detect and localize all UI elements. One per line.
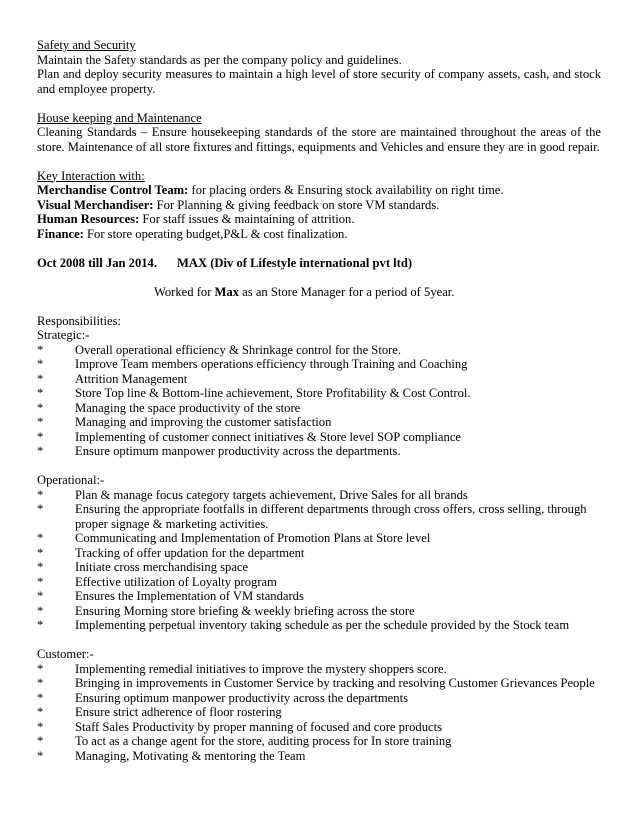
list-item-text: Ensure strict adherence of floor rostering (75, 705, 282, 719)
list-item (37, 357, 601, 372)
bullet-mark: * (37, 603, 44, 618)
job-summary (37, 285, 601, 300)
interaction-item (37, 212, 601, 227)
list-item (37, 618, 601, 633)
bullet-mark: * (37, 444, 44, 458)
job-summary-pre: Worked for (154, 284, 215, 299)
bullet-mark: * (37, 690, 44, 705)
list-item-text: Overall operational efficiency & Shrinkage control for the Store. (75, 342, 402, 357)
list-item (37, 604, 601, 619)
interaction-item (37, 227, 601, 242)
bullet-mark: * (37, 618, 44, 632)
bullet-mark: * (37, 415, 44, 429)
list-item (37, 444, 601, 459)
list-item-text: Ensures the Implementation of VM standards (75, 589, 304, 603)
bullet-mark: * (37, 531, 44, 545)
bullet-mark: * (37, 386, 44, 400)
interaction-heading: Key Interaction with: (37, 168, 145, 183)
interaction-text: For Planning & giving feedback on store VM standards. (153, 197, 440, 212)
safety-line-2: Plan and deploy security measures to maintain a high level of store security of company assets, cash, and stock and employee property. (37, 67, 601, 96)
interaction-label: Finance: (37, 226, 84, 241)
list-item (37, 386, 601, 401)
list-item (37, 430, 601, 445)
interaction-item (37, 183, 601, 198)
interaction-item (37, 198, 601, 213)
interaction-label: Merchandise Control Team: (37, 183, 189, 197)
strategic-list (37, 343, 601, 459)
job-summary-brand: Max (214, 284, 240, 299)
bullet-mark: * (37, 676, 44, 690)
list-item-text: Tracking of offer updation for the department (75, 545, 305, 560)
safety-line-1: Maintain the Safety standards as per the company policy and guidelines. (37, 52, 402, 67)
list-item-text: Improve Team members operations efficiency through Training and Coaching (75, 357, 468, 371)
list-item (37, 676, 601, 691)
bullet-mark: * (37, 748, 44, 763)
list-item-text: Implementing of customer connect initiatives & Store level SOP compliance (75, 429, 461, 444)
bullet-mark: * (37, 357, 44, 371)
list-item-text: Attrition Management (75, 371, 188, 386)
customer-list (37, 662, 601, 764)
interaction-label: Visual Merchandiser: (37, 197, 154, 212)
list-item-text: Staff Sales Productivity by proper manning of focused and core products (75, 719, 443, 734)
list-item (37, 546, 601, 561)
list-item-text: Communicating and Implementation of Promotion Plans at Store level (75, 531, 431, 545)
list-item (37, 662, 601, 677)
job-company: MAX (Div of Lifestyle international pvt ltd) (177, 255, 413, 270)
interaction-label: Human Resources: (37, 212, 140, 226)
list-item-text: Bringing in improvements in Customer Service by tracking and resolving Customer Grievances People (75, 676, 595, 690)
operational-heading: Operational:- (37, 473, 105, 487)
customer-heading: Customer:- (37, 647, 94, 661)
bullet-mark: * (37, 487, 44, 502)
safety-heading: Safety and Security (37, 38, 136, 52)
list-item-text: Implementing remedial initiatives to improve the mystery shoppers score. (75, 661, 447, 676)
bullet-mark: * (37, 502, 44, 516)
list-item (37, 734, 601, 749)
list-item-text: Plan & manage focus category targets achievement, Drive Sales for all brands (75, 487, 468, 502)
list-item (37, 372, 601, 387)
list-item-text: Initiate cross merchandising space (75, 560, 249, 574)
operational-list (37, 488, 601, 633)
bullet-mark: * (37, 371, 44, 386)
list-item-text: Implementing perpetual inventory taking schedule as per the schedule provided by the Stock team (75, 618, 570, 632)
bullet-mark: * (37, 429, 44, 444)
list-item (37, 502, 601, 531)
list-item-text: Effective utilization of Loyalty program (75, 574, 277, 589)
list-item-text: Ensuring the appropriate footfalls in different departments through cross offers, cross selling, through proper signage & marketing activities. (75, 502, 587, 531)
job-dates: Oct 2008 till Jan 2014. (37, 255, 157, 270)
list-item (37, 575, 601, 590)
interaction-text: for placing orders & Ensuring stock availability on right time. (188, 183, 504, 197)
list-item-text: Store Top line & Bottom-line achievement, Store Profitability & Cost Control. (75, 386, 471, 400)
list-item (37, 560, 601, 575)
list-item (37, 531, 601, 546)
list-item-text: To act as a change agent for the store, auditing process for In store training (75, 734, 452, 748)
job-summary-post: as an Store Manager for a period of 5year. (239, 284, 455, 299)
housekeeping-heading: House keeping and Maintenance (37, 110, 202, 125)
bullet-mark: * (37, 342, 44, 357)
list-item (37, 705, 601, 720)
list-item (37, 401, 601, 416)
interaction-text: For store operating budget,P&L & cost finalization. (83, 226, 348, 241)
list-item-text: Managing and improving the customer satisfaction (75, 415, 332, 429)
list-item (37, 589, 601, 604)
list-item (37, 415, 601, 430)
list-item (37, 691, 601, 706)
list-item-text: Managing the space productivity of the store (75, 400, 301, 415)
interaction-text: For staff issues & maintaining of attrition. (139, 212, 355, 226)
job-title-line (37, 256, 601, 271)
bullet-mark: * (37, 545, 44, 560)
bullet-mark: * (37, 661, 44, 676)
strategic-heading: Strategic:- (37, 328, 90, 342)
list-item-text: Managing, Motivating & mentoring the Team (75, 748, 306, 763)
bullet-mark: * (37, 560, 44, 574)
list-item (37, 720, 601, 735)
document-page (37, 38, 601, 763)
bullet-mark: * (37, 719, 44, 734)
list-item-text: Ensuring Morning store briefing & weekly briefing across the store (75, 603, 415, 618)
list-item-text: Ensure optimum manpower productivity across the departments. (75, 444, 401, 458)
list-item (37, 343, 601, 358)
bullet-mark: * (37, 574, 44, 589)
list-item-text: Ensuring optimum manpower productivity across the departments (75, 690, 408, 705)
bullet-mark: * (37, 400, 44, 415)
bullet-mark: * (37, 734, 44, 748)
bullet-mark: * (37, 589, 44, 603)
housekeeping-text: Cleaning Standards – Ensure housekeeping standards of the store are maintained throughout the areas of the store. Maintenance of all store fixtures and fittings, equipments and Vehicles and ensure they are in good repair. (37, 125, 601, 154)
list-item (37, 488, 601, 503)
list-item (37, 749, 601, 764)
bullet-mark: * (37, 705, 44, 719)
responsibilities-heading: Responsibilities: (37, 313, 121, 328)
